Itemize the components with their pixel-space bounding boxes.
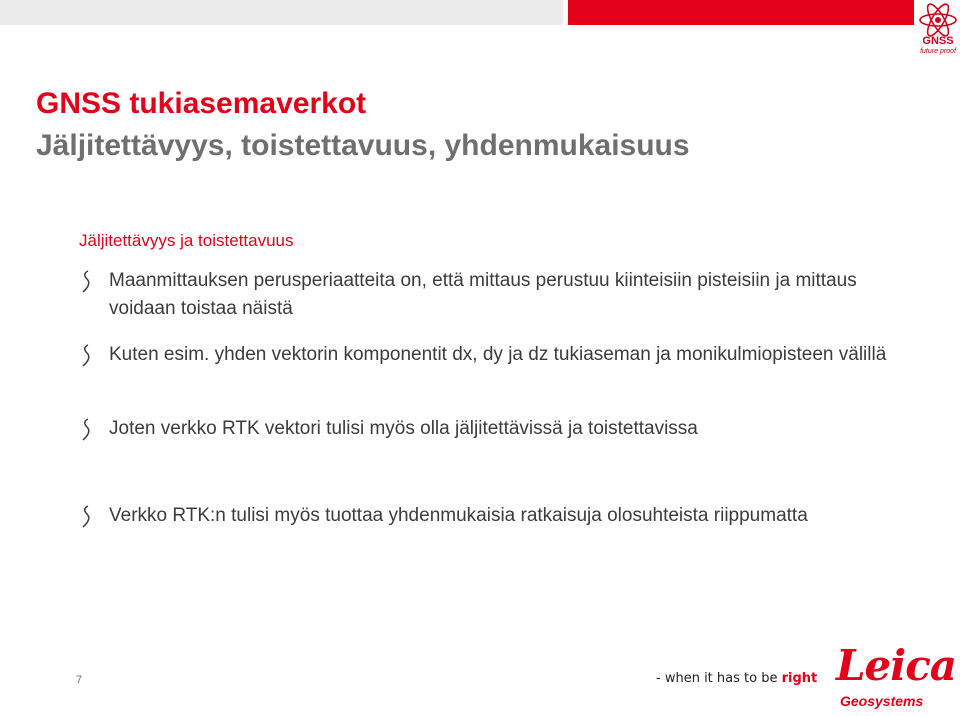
tagline-prefix: - when it has to be (656, 671, 782, 686)
tagline-emphasis: right (781, 671, 818, 686)
footer-tagline (656, 671, 817, 686)
header-bar-grey (0, 0, 563, 25)
bullet-text: Maanmittauksen perusperiaatteita on, että mittaus perustuu kiinteisiin pisteisiin ja mittaus voidaan toistaa näistä (109, 270, 857, 319)
bullet-marker-icon (79, 417, 93, 443)
gnss-logo-word: GNSS (922, 35, 954, 47)
bullet-text: Kuten esim. yhden vektorin komponentit dx, dy ja dz tukiaseman ja monikulmiopisteen välillä (109, 344, 887, 365)
section-heading: Jäljitettävyys ja toistettavuus (79, 231, 294, 250)
bullet-marker-icon (79, 269, 93, 295)
slide-title: GNSS tukiasemaverkot (36, 87, 367, 120)
bullet-item (79, 341, 899, 369)
bullet-item (79, 267, 899, 323)
gnss-logo-tagline: future proof (920, 48, 956, 55)
header-bar-red (568, 0, 914, 25)
bullet-marker-icon (79, 343, 93, 369)
bullet-marker-icon (79, 504, 93, 530)
bullet-item (79, 502, 899, 530)
slide-subtitle: Jäljitettävyys, toistettavuus, yhdenmukaisuus (36, 129, 690, 162)
bullet-text: Joten verkko RTK vektori tulisi myös olla jäljitettävissä ja toistettavissa (109, 418, 698, 439)
leica-logo: Leica (836, 641, 956, 690)
page-number: 7 (76, 674, 83, 686)
leica-geosystems-label: Geosystems (840, 693, 924, 709)
bullet-item (79, 415, 899, 443)
bullet-text: Verkko RTK:n tulisi myös tuottaa yhdenmukaisia ratkaisuja olosuhteista riippumatta (109, 505, 808, 526)
